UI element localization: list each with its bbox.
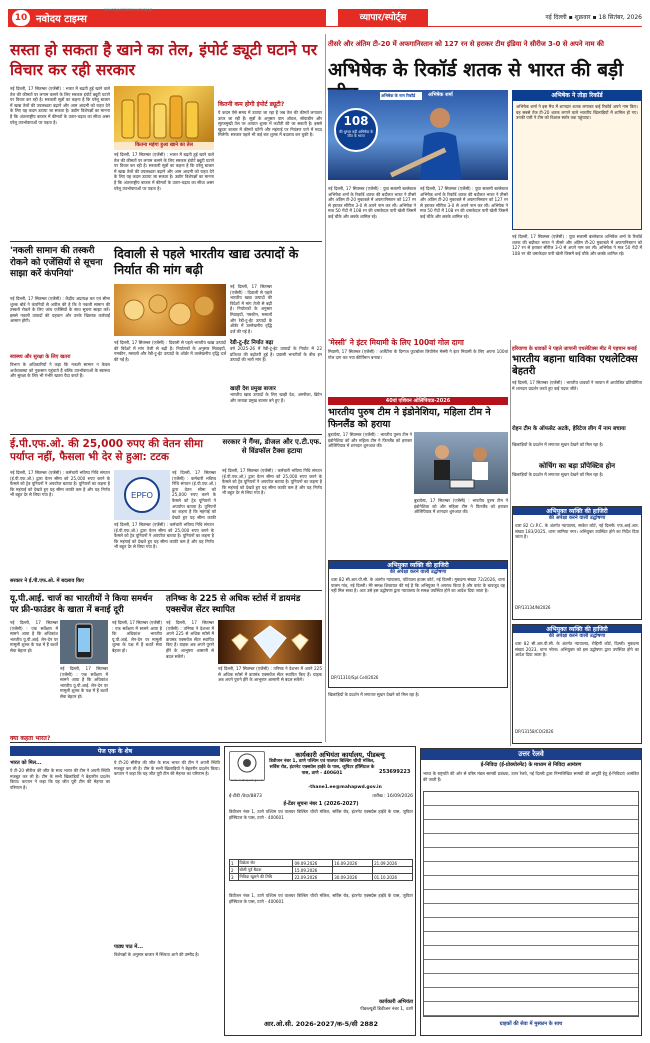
tender-body2: डिवीजन नंबर 1, ठाणे पश्चिम एवं पालघर बिल्डिंग चौथी मंजिल, सर्विस रोड, इंटरनेट एक्सप्रेस हाईवे के पास, जुपिटर हॉस्पिटल के पास, ठाणे - 400601 xyxy=(229,893,413,904)
epfo-body-col3: नई दिल्ली, 17 सितम्बर (एजेंसी) : कर्मचारी भविष्य निधि संगठन (ई.पी.एफ.ओ.) द्वारा वेतन सीमा को 25,000 रुपए करने के फैसले को ट्रेड यूनियनों ने अपर्याप्त बताया है। यूनियनों का कहना है कि महंगाई को देखते हुए यह सीमा काफी xyxy=(172,470,216,520)
tanishq-body: नई दिल्ली, 17 सितम्बर (एजेंसी) : तनिष्क ने देशभर में अपने 225 से अधिक स्टोर्स में डायमंड एक्सचेंज सेंटर स्थापित किए हैं। ग्राहक अब अपने पुराने हीरे के आभूषण आसानी से बदल सकेंगे। xyxy=(166,620,214,659)
notice-3 xyxy=(512,624,642,744)
column-rule xyxy=(325,34,326,742)
tender-logo xyxy=(229,751,265,781)
tender-cell-d2: 16.09.2026 xyxy=(333,860,373,867)
tender-logo-text: www.mahapwd.gov.in xyxy=(230,778,264,782)
tender-cell-d1: 15.09.2026 xyxy=(293,867,333,874)
cricket-headline: अभिषेक के रिकॉर्ड शतक से भारत की बड़ी xyxy=(328,59,624,81)
tender-cell-task: विक्रेता सेट xyxy=(238,860,293,867)
notice-3-body: धारा 82 सी.आर.पी.सी. के अंतर्गत न्यायालय, रोहिणी कोर्ट, दिल्ली। मुकदमा संख्या 2023, थाना नरेला। अभियुक्त को इस उद्घोषणा द्वारा उपस्थित होने का आदेश दिया जाता है। xyxy=(515,641,639,658)
masthead-rule xyxy=(326,26,642,27)
tender-email: -thane1.ee@mahapwd.gov.in xyxy=(308,785,382,790)
notice-3-subtitle: की अपेक्षा करने वाली उद्घोषणा xyxy=(548,633,606,639)
pwd-emblem-icon xyxy=(230,752,264,774)
oil-body-col2: नई दिल्ली, 17 सितम्बर (एजेंसी) : भारत में बढ़ती हुई खाने वाले तेल की कीमतों पर लगाम कसने के लिए सरकार इंपोर्ट ड्यूटी घटाने पर विचार कर रही है। सरकारी सूत्रों का कहना है कि घरेलू बाजार में खाद्य तेलों की उपलब्धता बढ़ाने और आम आदमी को राहत देने के लिए यह कदम उठाया जा सकता है। उद्योग विशेषज्ञों का मानना है कि अंतरराष्ट्रीय बाजार में कीमतों के उतार-चढ़ाव का सीधा असर घरेलू उपभोक्ताओं पर पड़ता है। xyxy=(114,152,214,191)
tender-notice xyxy=(224,746,416,1036)
tender-row xyxy=(230,874,413,881)
tender-cell-d1: 22.09.2026 xyxy=(293,874,333,881)
tender-cell-d3: 21.09.2026 xyxy=(373,860,413,867)
tender-header2: डिवीजन नंबर 1, ठाणे पश्चिम एवं पालघर बिल्डिंग चौथी मंजिल, सर्विस रोड, इंटरनेट एक्सप्रेस हाईवे के पास, जुपिटर हॉस्पिटल के पास, ठाणे - 400601 xyxy=(269,759,375,776)
diwali-sub2: खाड़ी देश प्रमुख बाजार xyxy=(230,386,276,392)
oil-body: नई दिल्ली, 17 सितम्बर (एजेंसी) : भारत में बढ़ती हुई खाने वाले तेल की कीमतों पर लगाम कसने के लिए सरकार इंपोर्ट ड्यूटी घटाने पर विचार कर रही है। सरकारी सूत्रों का कहना है कि घरेलू बाजार में खाद्य तेलों की उपलब्धता बढ़ाने और आम आदमी को राहत देने के लिए यह कदम उठाया जा सकता है। उद्योग विशेषज्ञों का मानना है कि अंतरराष्ट्रीय बाजार में कीमतों के उतार-चढ़ाव का सीधा असर घरेलू उपभोक्ताओं पर पड़ता है। xyxy=(10,86,110,125)
column-rule xyxy=(510,340,511,746)
smuggling-subheadline: स्वास्थ्य और सुरक्षा के लिए खतरा xyxy=(10,354,71,360)
tender-cell-task: निविदा खुलने की तिथि xyxy=(238,874,293,881)
smuggling-body: नई दिल्ली, 17 सितम्बर (एजेंसी) : केंद्रीय अप्रत्यक्ष कर एवं सीमा शुल्क बोर्ड ने कंपनियों से अपील की है कि वे नकली सामान की तस्करी रोकने के लिए जांच एजेंसियों के साथ सूचना साझा करें। इससे नकली उत्पादों की पहचान और उनके खिलाफ कार्रवाई आसान होगी। xyxy=(10,296,110,324)
cricket-body: नई दिल्ली, 17 सितम्बर (एजेंसी) : युवा सलामी बल्लेबाज अभिषेक शर्मा के रिकॉर्ड शतक की बदौलत भारत ने तीसरे और अंतिम टी-20 मुकाबले में अफगानिस्तान को 127 रन से हराकर सीरीज 3-0 से अपने नाम कर ली। अभिषेक ने मात्र 50 गेंदों में 108 रन की धमाकेदार पारी खेली जिसमें कई चौके और छक्के शामिल रहे। xyxy=(328,186,416,219)
olympiad-photo xyxy=(414,432,508,494)
notice-2-title: अभियुक्त व्यक्ति की हाजिरी xyxy=(513,507,641,515)
rule xyxy=(10,434,322,435)
railway-footer: ग्राहकों की सेवा में मुस्कान के साथ xyxy=(499,1021,563,1027)
diwali-sub2-body: भारतीय खाद्य उत्पादों के लिए खाड़ी देश, अमरीका, ब्रिटेन और कनाडा प्रमुख बाजार बने हुए हैं। xyxy=(230,392,322,403)
tanishq-headline: तनिष्क के 225 से अधिक स्टोर्स में डायमंड एक्सचेंज सेंटर स्थापित xyxy=(166,594,301,615)
tender-row xyxy=(230,860,413,867)
oil-image xyxy=(114,86,214,142)
oil-subheadline: कितनी कम होगी इंपोर्ट ड्यूटी? xyxy=(218,101,285,108)
tender-cell-d1: 09.09.2026 xyxy=(293,860,333,867)
section-label: व्यापार/स्पोर्ट्स xyxy=(338,9,428,27)
tender-table xyxy=(229,859,413,881)
epfo-image xyxy=(114,470,170,520)
upi-body-col2: नई दिल्ली, 17 सितम्बर (एजेंसी) : एक सर्वेक्षण में सामने आया है कि अधिकांश भारतीय यू.पी.आई. लेन-देन पर मामूली शुल्क के पक्ष में हैं बशर्ते सेवा बेहतर हो। xyxy=(60,666,108,699)
rule xyxy=(10,742,322,743)
upi-body-col3: नई दिल्ली, 17 सितम्बर (एजेंसी) : एक सर्वेक्षण में सामने आया है कि अधिकांश भारतीय यू.पी.आई. लेन-देन पर मामूली शुल्क के पक्ष में हैं बशर्ते सेवा बेहतर हो। xyxy=(112,620,162,653)
tender-signature: कार्यकारी अभियंता xyxy=(379,999,413,1005)
record-box-title: अभिषेक ने तोड़ा रिकॉर्ड xyxy=(513,91,641,101)
smuggling-headline: 'नकली सामान की तस्करी रोकने को एजेंसियों से सूचना साझा करें कंपनियां' xyxy=(10,246,103,279)
continued-sub2: पाठ्य पाठ में... xyxy=(114,944,143,950)
oil-bottles-illustration xyxy=(114,86,214,142)
svg-text:EPFO: EPFO xyxy=(131,491,153,500)
tender-row xyxy=(230,867,413,874)
tender-signature2: पीडब्ल्यूडी डिवीजन नंबर 1, ठाणे xyxy=(360,1007,413,1012)
rule xyxy=(10,241,322,242)
messi-headline: 'मेस्सी' ने इंटर मियामी के लिए 100वां गोल दागा xyxy=(328,338,464,347)
tender-body: डिवीजन नंबर 1, ठाणे पश्चिम एवं पालघर बिल्डिंग चौथी मंजिल, सर्विस रोड, इंटरनेट एक्सप्रेस हाईवे के पास, जुपिटर हॉस्पिटल के पास, ठाणे - 400601 xyxy=(229,809,413,820)
rule xyxy=(10,590,322,591)
tender-header1: कार्यकारी अभियंता कार्यालय, पीडब्ल्यू xyxy=(295,751,385,759)
cricket-body-col2: नई दिल्ली, 17 सितम्बर (एजेंसी) : युवा सलामी बल्लेबाज अभिषेक शर्मा के रिकॉर्ड शतक की बदौलत भारत ने तीसरे और अंतिम टी-20 मुकाबले में अफगानिस्तान को 127 रन से हराकर सीरीज 3-0 से अपने नाम कर ली। अभिषेक ने मात्र 50 गेंदों में 108 रन की धमाकेदार पारी खेली जिसमें कई चौके और छक्के शामिल रहे। xyxy=(420,186,508,219)
windfall-headline: सरकार ने गैंग्स, डीजल और ए.टी.एफ. से विंडफॉल टैक्स हटाया xyxy=(222,438,322,455)
tanishq-image xyxy=(218,620,322,664)
notice-2 xyxy=(512,506,642,620)
tender-cell-d2: 30.09.2026 xyxy=(333,874,373,881)
tender-cell-no: 3 xyxy=(230,874,239,881)
tender-ref: ई-टीडी /ठेदा/8873 xyxy=(229,794,262,799)
continued-body: ये टी-20 सीरीज की जीत के साथ भारत की टीम ने अपनी स्थिति मजबूत कर ली है। टीम के सभी खिलाड़ियों ने बेहतरीन प्रदर्शन किया। कप्तान ने कहा कि यह जीत पूरी टीम की मेहनत का परिणाम है। xyxy=(10,768,110,790)
cricket-photo-label: अभिषेक के नाम रिकॉर्ड xyxy=(380,92,422,100)
diwali-sub1-body: वर्ष 2025-26 में रेडी-टू-ईट उत्पादों के निर्यात में 22 प्रतिशत की बढ़ोतरी हुई है। प्रवासी भारतीयों के बीच इन उत्पादों की भारी मांग है। xyxy=(230,346,322,363)
continued-body-col2: ये टी-20 सीरीज की जीत के साथ भारत की टीम ने अपनी स्थिति मजबूत कर ली है। टीम के सभी खिलाड़ियों ने बेहतरीन प्रदर्शन किया। कप्तान ने कहा कि यह जीत पूरी टीम की मेहनत का परिणाम है। xyxy=(114,760,220,777)
date-line: नई दिल्ली ▪ शुक्रवार ▪ 18 सितंबर, 2026 xyxy=(545,14,642,21)
site-url: NAVODAYATIMES.IN/PUNJAB xyxy=(104,8,153,12)
cricket-runs: 108 xyxy=(343,114,369,128)
tender-cell-d2 xyxy=(333,867,373,874)
diwali-headline: दिवाली से पहले भारतीय खाद्य उत्पादों के निर्यात की मांग बढ़ी xyxy=(114,246,299,277)
upi-image xyxy=(60,620,108,664)
tender-schedule-table xyxy=(229,859,413,881)
continued-sub: भारत को मिल... xyxy=(10,760,42,766)
tanishq-body-col2: नई दिल्ली, 17 सितम्बर (एजेंसी) : तनिष्क ने देशभर में अपने 225 से अधिक स्टोर्स में डायमंड एक्सचेंज सेंटर स्थापित किए हैं। ग्राहक अब अपने पुराने हीरे के आभूषण आसानी से बदल सकेंगे। xyxy=(218,666,322,683)
tender-ref-date: तारीख : 16/09/2026 xyxy=(372,794,413,799)
oil-image-caption: कितना महंगा हुआ खाने का तेल xyxy=(114,142,214,150)
coaching-headline: कोचिंग का बड़ा प्रॉपेक्टिव होन xyxy=(538,462,616,470)
railway-body: भारत के राष्ट्रपति की ओर से वरिष्ठ मंडल सामग्री प्रबंधक, उत्तर रेलवे, नई दिल्ली द्वारा निम्नलिखित सामग्री की आपूर्ति हेतु ई-निविदाएं आमंत्रित की जाती हैं। xyxy=(423,771,639,782)
diwali-image xyxy=(114,284,226,336)
notice-1 xyxy=(328,560,508,688)
upi-subheadline: क्या कहता भारत? xyxy=(10,735,51,742)
olympiad-body-col2: बुडापेस्ट, 17 सितम्बर (एजेंसी) : भारतीय पुरुष टीम ने इंडोनेशिया को और महिला टीम ने फिनलैंड को हराकर ओलिंपियाड में शानदार शुरुआत की। xyxy=(414,498,508,515)
oil-subbody: ये कदम ऐसे समय में उठाया जा रहा है जब तेल की कीमतें लगातार ऊपर जा रही हैं। सूत्रों के अनुसार पाम ऑयल, सोयाबीन और सूरजमुखी तेल पर आयात शुल्क में कटौती की जा सकती है। इससे खुदरा बाजार में कीमतें घटेंगी और महंगाई पर नियंत्रण पाने में मदद मिलेगी। सरकार पहले भी कई बार शुल्क में बदलाव कर चुकी है। xyxy=(218,110,322,138)
athletics-body: नई दिल्ली, 17 सितम्बर (एजेंसी) : भारतीय धावकों ने जापान में आयोजित प्रतियोगिता में शानदार प्रदर्शन करते हुए कई पदक जीते। xyxy=(512,380,642,391)
cricket-runs-caption: की धुरंधर बड़ी अभिषेक के जीत के भारत xyxy=(338,130,374,139)
windfall-body: नई दिल्ली, 17 सितम्बर (एजेंसी) : कर्मचारी भविष्य निधि संगठन (ई.पी.एफ.ओ.) द्वारा वेतन सीमा को 25,000 रुपए करने के फैसले को ट्रेड यूनियनों ने अपर्याप्त बताया है। यूनियनों का कहना है कि महंगाई को देखते हुए यह सीमा काफी कम है और यह निर्णय भी बहुत देर से लिया गया है। xyxy=(222,468,322,496)
coaching-body: खिलाड़ियों के प्रदर्शन में लगातार सुधार देखने को मिल रहा है। xyxy=(512,472,604,477)
diamond-illustration xyxy=(218,620,322,664)
record-box xyxy=(512,90,642,230)
spacer-text: खिलाड़ियों के प्रदर्शन में लगातार सुधार देखने को मिल रहा है। xyxy=(328,692,420,697)
oil-headline: सस्ता हो सकता है खाने का तेल, इंपोर्ट ड्यूटी घटाने पर विचार कर रही सरकार xyxy=(10,41,318,79)
tender-cell-task: बोली पूर्व बैठक xyxy=(238,867,293,874)
notice-1-body: धारा 82 सी.आर.पी.सी. के अंतर्गत न्यायालय, पटियाला हाउस कोर्ट, नई दिल्ली। मुकदमा संख्या 72/2026, थाना पालम गांव, नई दिल्ली। मेरे समक्ष शिकायत की गई है कि अभियुक्त ने अपराध किया है और वारंट के बावजूद वह नहीं मिल सका है। अतः उसे इस उद्घोषणा द्वारा न्यायालय के समक्ष उपस्थित होने का आदेश दिया जाता है। xyxy=(331,577,505,594)
continued-body2: विशेषज्ञों के अनुसार बाजार में स्थिरता आने की उम्मीद है। xyxy=(114,952,200,957)
olympiad-label: 40वां एशियन ओलिंपियाड-2026 xyxy=(328,397,508,405)
page-number: 10 xyxy=(12,10,30,26)
notice-1-subtitle: की अपेक्षा करने वाली उद्घोषणा xyxy=(389,569,447,575)
railway-table-grid xyxy=(423,791,639,1017)
tender-cell-d3: 01.10.2026 xyxy=(373,874,413,881)
cricket-kicker: तीसरे और अंतिम टी-20 में अफगानिस्तान को 127 रन से हराकर टीम इंडिया ने सीरीज 3-0 से अपने नाम की xyxy=(328,40,604,48)
athletics-kicker: हरियाणा के धावकों ने पहले जापानी एथलेटिक्स मीट में पहचान बनाई xyxy=(512,346,637,352)
smuggling-subbody: विभाग के अधिकारियों ने कहा कि नकली सामान न केवल अर्थव्यवस्था को नुकसान पहुंचाते हैं बल्कि उपभोक्ताओं के स्वास्थ्य और सुरक्षा के लिए भी गंभीर खतरा पैदा करते हैं। xyxy=(10,362,110,379)
tender-phone: 253699223 xyxy=(379,769,411,775)
notice-3-footer: DP/13158/CO/2026 xyxy=(515,729,554,734)
railway-header: उत्तर रेलवे xyxy=(421,749,641,760)
upi-phone-illustration xyxy=(60,620,108,664)
masthead xyxy=(8,7,642,29)
continued-label: पेज एक के शेष xyxy=(97,748,133,755)
sweets-illustration xyxy=(114,284,226,336)
upi-body: नई दिल्ली, 17 सितम्बर (एजेंसी) : एक सर्वेक्षण में सामने आया है कि अधिकांश भारतीय यू.पी.आई. लेन-देन पर मामूली शुल्क के पक्ष में हैं बशर्ते सेवा बेहतर हो। xyxy=(10,620,58,653)
tender-cell-d3 xyxy=(373,867,413,874)
epfo-subheadline: सरकार ने ई.पी.एफ.ओ. में बदलाव किए xyxy=(10,578,84,584)
tender-cell-no: 1 xyxy=(230,860,239,867)
notice-2-subtitle: की अपेक्षा करने वाली उद्घोषणा xyxy=(548,515,606,521)
diwali-body: नई दिल्ली, 17 सितम्बर (एजेंसी) : दिवाली से पहले भारतीय खाद्य उत्पादों की विदेशों में मांग तेजी से बढ़ी है। निर्यातकों के अनुसार मिठाइयों, नमकीन, मसालों और रेडी-टू-ईट उत्पादों के ऑर्डर में उल्लेखनीय वृद्धि दर्ज की गई है। xyxy=(114,340,226,362)
tender-footer-number: आर.ओ.सी. 2026-2027/क-5/सी 2882 xyxy=(264,1020,378,1028)
railway-subheader: ई-निविदा (ई-प्रोक्योरमेंट) के माध्यम से निविदा आमंत्रण xyxy=(480,762,582,768)
athletics-headline: भारतीय बहाना धाविका एथलेटिक्स बेहतरी xyxy=(512,354,638,377)
tender-title: ई-टेंडर सूचना नंबर 1 (2026-2027) xyxy=(283,801,359,807)
railway-tender xyxy=(420,748,642,1036)
notice-2-footer: DP/13134/N/2026 xyxy=(515,605,551,610)
rohan-body: खिलाड़ियों के प्रदर्शन में लगातार सुधार देखने को मिल रहा है। xyxy=(512,442,604,447)
epfo-logo-illustration xyxy=(114,470,170,520)
epfo-body-col2: नई दिल्ली, 17 सितम्बर (एजेंसी) : कर्मचारी भविष्य निधि संगठन (ई.पी.एफ.ओ.) द्वारा वेतन सीमा को 25,000 रुपए करने के फैसले को ट्रेड यूनियनों ने अपर्याप्त बताया है। यूनियनों का कहना है कि महंगाई को देखते हुए यह सीमा काफी कम है और यह निर्णय भी बहुत देर से लिया गया है। xyxy=(114,522,214,550)
cricket-player-label: अभिषेक शर्मा xyxy=(428,92,453,98)
notice-1-title: अभियुक्त व्यक्ति की हाजिरी xyxy=(329,561,507,569)
epfo-body: नई दिल्ली, 17 सितम्बर (एजेंसी) : कर्मचारी भविष्य निधि संगठन (ई.पी.एफ.ओ.) द्वारा वेतन सीमा को 25,000 रुपए करने के फैसले को ट्रेड यूनियनों ने अपर्याप्त बताया है। यूनियनों का कहना है कि महंगाई को देखते हुए यह सीमा काफी कम है और यह निर्णय भी बहुत देर से लिया गया है। xyxy=(10,470,110,498)
notice-1-footer: DP/11310/SpI.Cell/2026 xyxy=(331,675,379,680)
diwali-body-col2: नई दिल्ली, 17 सितम्बर (एजेंसी) : दिवाली से पहले भारतीय खाद्य उत्पादों की विदेशों में मांग तेजी से बढ़ी है। निर्यातकों के अनुसार मिठाइयों, नमकीन, मसालों और रेडी-टू-ईट उत्पादों के ऑर्डर में उल्लेखनीय वृद्धि दर्ज की गई है। xyxy=(230,284,272,334)
upi-headline: यू.पी.आई. चार्ज का भारतीयों ने किया समर्थन पर फ्री-फाउंडर के खाता में बनाई दूरी xyxy=(10,594,153,615)
notice-2-body: धारा 82 Cr.P.C. के अंतर्गत न्यायालय, साकेत कोर्ट, नई दिल्ली। एफ.आई.आर. संख्या 183/2025, थाना जामिया नगर। अभियुक्त उपस्थित होने का निर्देश दिया जाता है। xyxy=(515,523,639,540)
olympiad-body: बुडापेस्ट, 17 सितम्बर (एजेंसी) : भारतीय पुरुष टीम ने इंडोनेशिया को और महिला टीम ने फिनलैंड को हराकर ओलिंपियाड में शानदार शुरुआत की। xyxy=(328,432,412,449)
record-box-body: अभिषेक शर्मा ने इस मैच में शानदार शतक लगाकर कई रिकॉर्ड अपने नाम किए। वह सबसे तेज टी-20 शतक लगाने वाले भारतीय खिलाड़ियों में शामिल हो गए। उनकी पारी ने टीम को विशाल स्कोर तक पहुंचाया। xyxy=(516,104,638,121)
chess-players-illustration xyxy=(414,432,508,494)
paper-name: नवोदय टाइम्स xyxy=(36,14,87,25)
messi-body: मियामी, 17 सितम्बर (एजेंसी) : अर्जेंटीना के दिग्गज फुटबॉलर लियोनेल मेस्सी ने इंटर मियामी के लिए अपना 100वां गोल दाग कर नया कीर्तिमान बनाया। xyxy=(328,349,508,360)
notice-3-title: अभियुक्त व्यक्ति की हाजिरी xyxy=(513,625,641,633)
cricket-body-col3: नई दिल्ली, 17 सितम्बर (एजेंसी) : युवा सलामी बल्लेबाज अभिषेक शर्मा के रिकॉर्ड शतक की बदौलत भारत ने तीसरे और अंतिम टी-20 मुकाबले में अफगानिस्तान को 127 रन से हराकर सीरीज 3-0 से अपने नाम कर ली। अभिषेक ने मात्र 50 गेंदों में 108 रन की धमाकेदार पारी खेली जिसमें कई चौके और छक्के शामिल रहे। xyxy=(512,234,642,256)
rohan-headline: रोहन टीम के ऑफसेट अटके, हेरिटेज लीग में नाम बचाया xyxy=(512,426,626,432)
olympiad-headline: भारतीय पुरुष टीम ने इंडोनेशिया, महिला टीम ने फिनलैंड को हराया xyxy=(328,407,491,430)
tender-cell-no: 2 xyxy=(230,867,239,874)
diwali-sub1: रेडी-टू-ईट निर्यात बढ़ा xyxy=(230,340,274,346)
epfo-headline: ई.पी.एफ.ओ. की 25,000 रुपए की वेतन सीमा पर्याप्त नहीं, फैसला भी देर से हुआ: टटक xyxy=(10,438,203,463)
